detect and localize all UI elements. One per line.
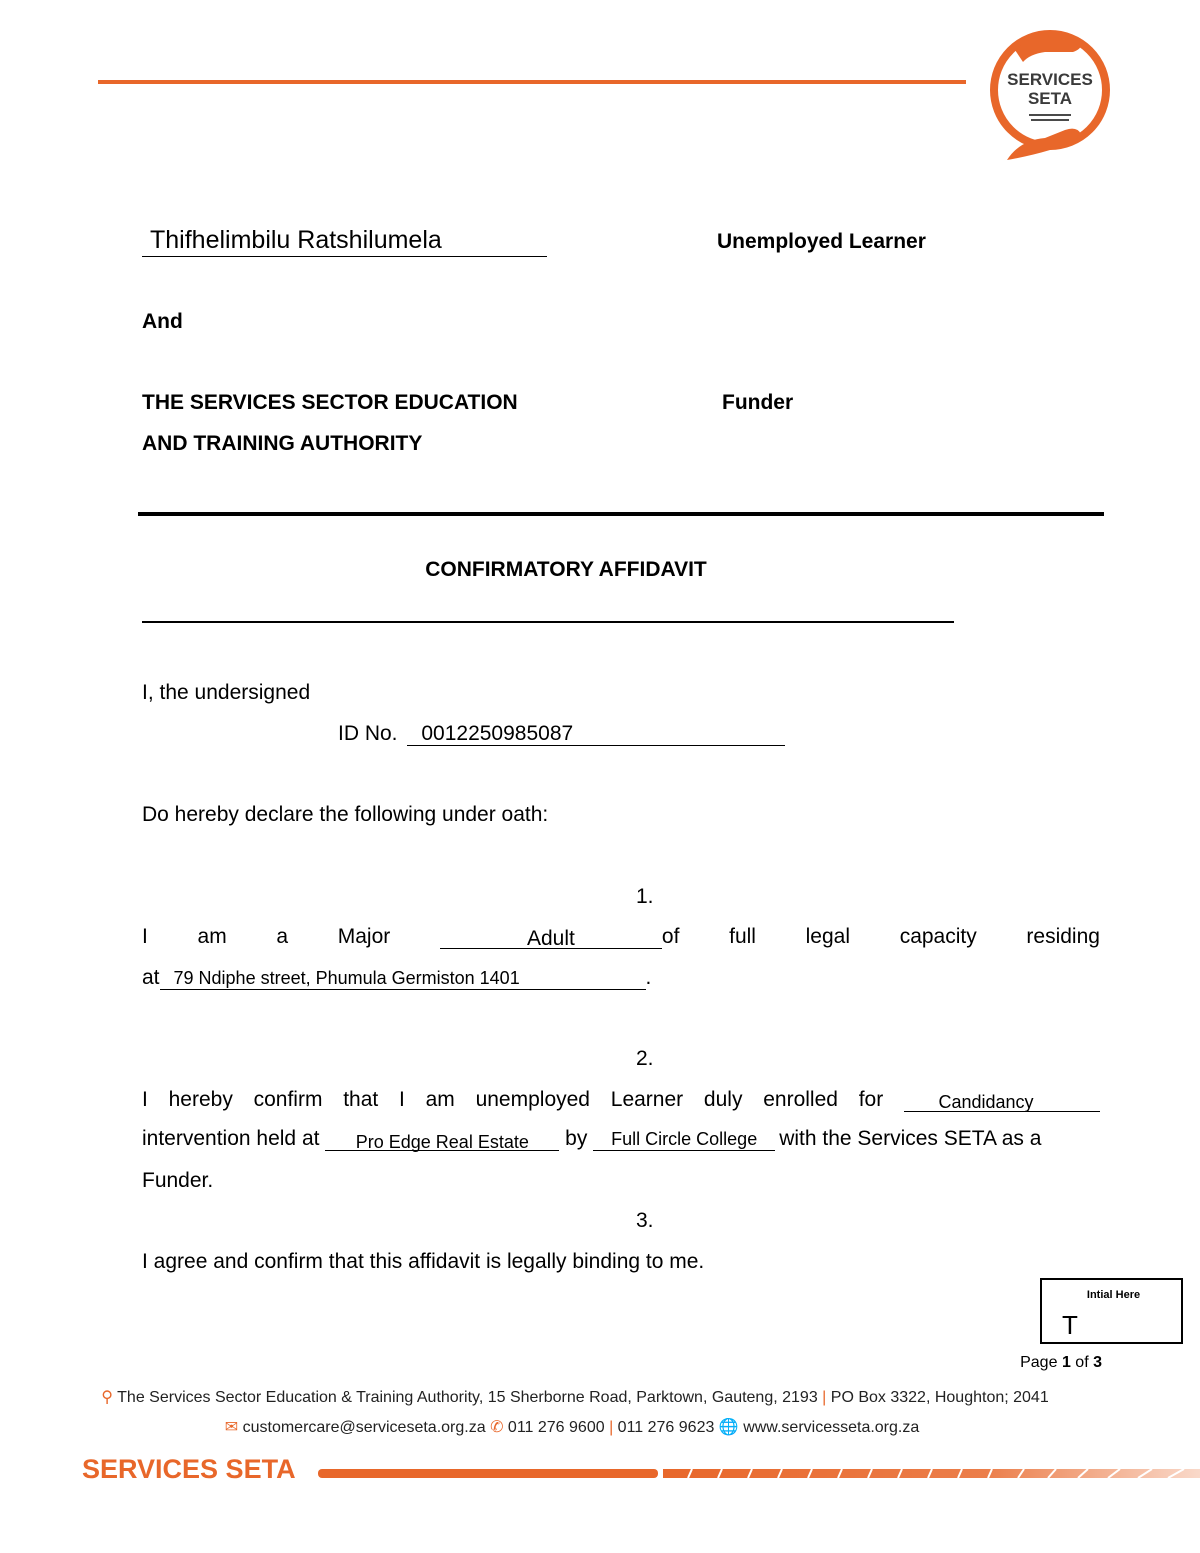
page-of: of bbox=[1075, 1354, 1089, 1371]
p1-word: a bbox=[276, 925, 289, 948]
id-label: ID No. bbox=[338, 722, 398, 745]
p2-word: enrolled bbox=[763, 1088, 838, 1111]
paragraph-1-line2 bbox=[142, 966, 651, 990]
p2-word: Learner bbox=[610, 1088, 684, 1111]
p1-word: am bbox=[197, 925, 227, 948]
declaration-text: Do hereby declare the following under oath: bbox=[142, 803, 549, 826]
p1-word: full bbox=[729, 925, 756, 948]
initial-label: Intial Here bbox=[1086, 1289, 1141, 1301]
learner-name: Thifhelimbilu Ratshilumela bbox=[150, 226, 442, 254]
footer-email[interactable]: customercare@serviceseta.org.za bbox=[242, 1419, 486, 1436]
p2-word: hereby bbox=[168, 1088, 233, 1111]
status-value: Adult bbox=[526, 927, 575, 950]
paragraph-3-number: 3. bbox=[636, 1209, 654, 1232]
p1-end: . bbox=[645, 966, 652, 989]
venue-field bbox=[325, 1128, 559, 1151]
held-at-text: intervention held at bbox=[142, 1127, 320, 1150]
with-text: with the Services SETA as a bbox=[779, 1127, 1042, 1150]
paragraph-1-number: 1. bbox=[636, 885, 654, 908]
intro-text: I, the undersigned bbox=[142, 681, 311, 704]
section-divider bbox=[138, 512, 1104, 516]
footer-phone2: 011 276 9623 bbox=[617, 1419, 715, 1436]
paragraph-2-line1 bbox=[142, 1088, 1100, 1112]
footer-brand: SERVICES SETA bbox=[82, 1454, 296, 1484]
page-total: 3 bbox=[1093, 1354, 1102, 1371]
footer-po-box: PO Box 3322, Houghton; 2041 bbox=[830, 1389, 1049, 1406]
p2-word: am bbox=[425, 1088, 455, 1111]
footer-address-line bbox=[0, 1387, 1150, 1407]
location-pin-icon: ⚲ bbox=[101, 1389, 113, 1406]
document-title: CONFIRMATORY AFFIDAVIT bbox=[425, 558, 707, 581]
initial-value: T bbox=[1062, 1310, 1078, 1340]
venue-value: Pro Edge Real Estate bbox=[355, 1132, 529, 1152]
p2-word: I bbox=[399, 1088, 405, 1111]
p2-word: duly bbox=[703, 1088, 743, 1111]
globe-icon: 🌐 bbox=[718, 1419, 739, 1436]
footer-address: The Services Sector Education & Training Authority, 15 Sherborne Road, Parktown, Gauteng, 2193 bbox=[117, 1389, 818, 1406]
id-row bbox=[338, 722, 785, 746]
funder-name-line2: AND TRAINING AUTHORITY bbox=[142, 432, 423, 455]
p1-word: residing bbox=[1026, 925, 1100, 948]
provider-field bbox=[593, 1128, 775, 1151]
title-underline bbox=[142, 621, 954, 623]
footer-separator: | bbox=[822, 1389, 827, 1406]
id-number: 0012250985087 bbox=[421, 722, 574, 745]
paragraph-3-text: I agree and confirm that this affidavit is legally binding to me. bbox=[142, 1250, 705, 1273]
initial-box[interactable] bbox=[1040, 1278, 1183, 1344]
paragraph-2-line3: Funder. bbox=[142, 1169, 214, 1192]
address-field bbox=[160, 967, 646, 990]
paragraph-2-number: 2. bbox=[636, 1047, 654, 1070]
p2-word: for bbox=[858, 1088, 884, 1111]
p1-word: of bbox=[661, 925, 680, 948]
p2-word: unemployed bbox=[475, 1088, 590, 1111]
footer-phone1: 011 276 9600 bbox=[507, 1419, 605, 1436]
header-rule bbox=[98, 80, 966, 84]
paragraph-2-line2 bbox=[142, 1127, 1100, 1151]
status-field bbox=[440, 925, 662, 949]
page-label: Page bbox=[1020, 1354, 1058, 1371]
p1-word: capacity bbox=[899, 925, 977, 948]
programme-field bbox=[904, 1088, 1100, 1112]
footer-separator: | bbox=[609, 1419, 614, 1436]
footer-stripe-graphic bbox=[318, 1469, 1200, 1478]
p1-word: I bbox=[142, 925, 148, 948]
learner-name-field bbox=[142, 226, 547, 257]
learner-role: Unemployed Learner bbox=[717, 230, 926, 253]
provider-value: Full Circle College bbox=[611, 1129, 758, 1149]
at-label: at bbox=[142, 966, 160, 989]
programme-value: Candidancy bbox=[938, 1092, 1034, 1112]
services-seta-logo bbox=[985, 22, 1115, 167]
status-group bbox=[440, 925, 680, 949]
p1-word: Major bbox=[337, 925, 391, 948]
footer-contact-line bbox=[0, 1417, 1144, 1437]
funder-name-line1: THE SERVICES SECTOR EDUCATION bbox=[142, 391, 518, 414]
by-text: by bbox=[565, 1127, 588, 1150]
p2-word: that bbox=[343, 1088, 379, 1111]
paragraph-1-line1 bbox=[142, 925, 1100, 949]
p1-word: legal bbox=[805, 925, 851, 948]
logo-line2: SETA bbox=[1027, 89, 1073, 108]
footer-brand-stripe bbox=[318, 1465, 1200, 1474]
page-number bbox=[970, 1354, 1102, 1372]
funder-role: Funder bbox=[722, 391, 794, 414]
logo-line1: SERVICES bbox=[1007, 70, 1093, 89]
page-current: 1 bbox=[1061, 1354, 1071, 1371]
id-number-field bbox=[407, 723, 785, 746]
p2-word: confirm bbox=[253, 1088, 323, 1111]
p2-word: I bbox=[142, 1088, 148, 1111]
envelope-icon: ✉ bbox=[224, 1419, 239, 1436]
footer-website[interactable]: www.servicesseta.org.za bbox=[743, 1419, 920, 1436]
address-value: 79 Ndiphe street, Phumula Germiston 1401 bbox=[173, 968, 520, 988]
conjunction: And bbox=[142, 310, 183, 333]
phone-icon: ✆ bbox=[490, 1419, 504, 1436]
